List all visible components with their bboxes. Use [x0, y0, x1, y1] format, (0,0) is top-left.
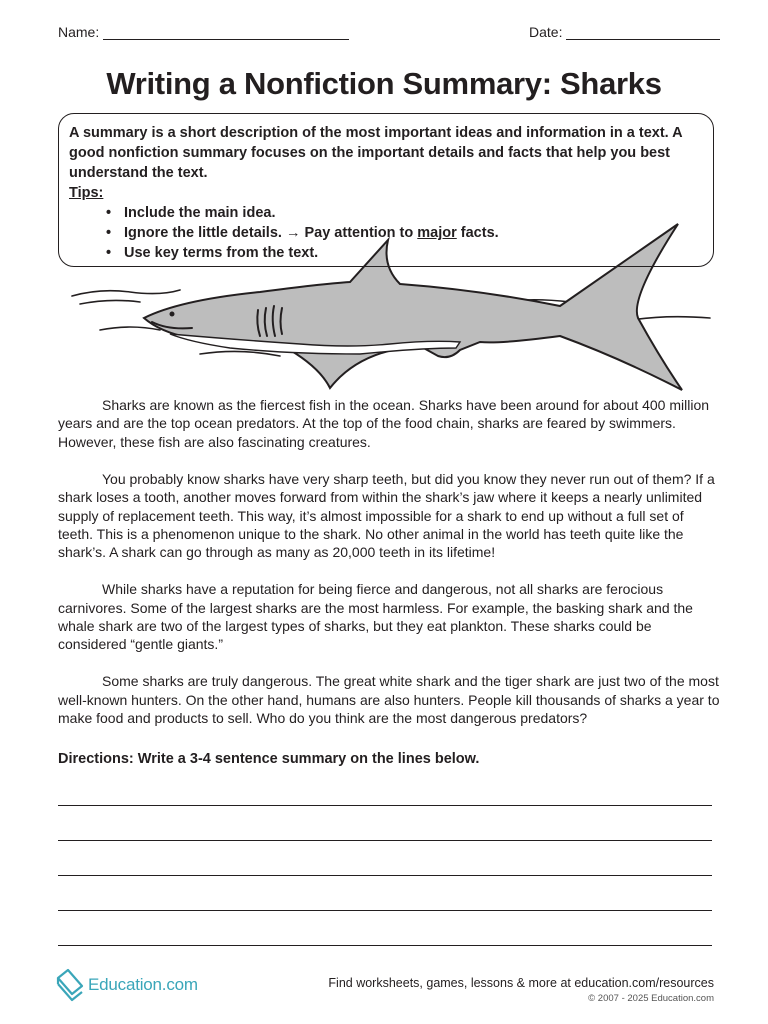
- footer-text: [328, 976, 714, 1004]
- summary-intro: A summary is a short description of the most important ideas and information in a text. A good nonfiction summary focuses on the important details and facts that help you best understand the text.: [69, 125, 683, 181]
- tip-emphasis: major: [417, 225, 457, 241]
- tip-item: • Use key terms from the text.: [124, 243, 705, 263]
- article-paragraph: Some sharks are truly dangerous. The great white shark and the tiger shark are just two of the most well-known hunters. On the other hand, humans are also hunters. People kill thousands of sharks a year to make food and products to sell. Who do you think are the most dangerous predators?: [58, 673, 720, 727]
- water-line: [100, 327, 160, 330]
- date-field[interactable]: [529, 24, 720, 40]
- tip-text: Ignore the little details. → Pay attention to: [124, 225, 418, 241]
- writing-line[interactable]: [58, 805, 712, 806]
- name-field[interactable]: [58, 24, 349, 40]
- writing-line[interactable]: [58, 945, 712, 946]
- education-logo[interactable]: [54, 968, 198, 1002]
- page-title: Writing a Nonfiction Summary: Sharks: [106, 66, 662, 101]
- article-paragraph: While sharks have a reputation for being fierce and dangerous, not all sharks are ferocious carnivores. Some of the largest sharks are the most harmless. For example, the basking shark and the whale shark are two of the largest types of sharks, but they eat plankton. These sharks could be considered “gentle giants.”: [58, 581, 693, 653]
- water-line: [72, 290, 180, 296]
- tips-list: [69, 203, 705, 263]
- education-logo-icon: [54, 968, 86, 1002]
- article-paragraph: You probably know sharks have very sharp teeth, but did you know they never run out of them? If a shark loses a tooth, another moves forward from within the shark’s jaw where it keeps a nearly unlimited supply of replacement teeth. This way, it’s almost impossible for a shark to end up without a full set of teeth. This is a phenomenon unique to the shark. No other animal in the world has teeth quite like the shark’s. A shark can go through as many as 20,000 teeth in its lifetime!: [58, 470, 715, 561]
- name-label: Name:: [58, 24, 100, 40]
- date-line[interactable]: [566, 25, 720, 40]
- water-line: [80, 300, 140, 304]
- footer-copyright: © 2007 - 2025 Education.com: [588, 993, 714, 1004]
- tips-heading: Tips:: [69, 185, 104, 201]
- tip-text: facts.: [456, 225, 499, 241]
- tip-item: • Include the main idea.: [124, 203, 705, 223]
- name-line[interactable]: [103, 25, 349, 40]
- tip-item: [124, 223, 705, 243]
- writing-line[interactable]: [58, 840, 712, 841]
- footer-tagline[interactable]: Find worksheets, games, lessons & more at education.com/resources: [328, 976, 714, 990]
- date-label: Date:: [529, 24, 563, 40]
- water-line: [200, 351, 280, 356]
- article-paragraph: Sharks are known as the fiercest fish in the ocean. Sharks have been around for about 400 million years and are the top ocean predators. At the top of the food chain, sharks are feared by swimmers. However, these fish are also fascinating creatures.: [58, 397, 710, 450]
- article-text: [58, 396, 720, 746]
- tip-box: [58, 113, 714, 267]
- logo-text: Education.com: [88, 975, 198, 994]
- shark-eye: [170, 312, 175, 317]
- writing-line[interactable]: [58, 910, 712, 911]
- directions: Directions: Write a 3-4 sentence summary on the lines below.: [58, 751, 480, 767]
- writing-line[interactable]: [58, 875, 712, 876]
